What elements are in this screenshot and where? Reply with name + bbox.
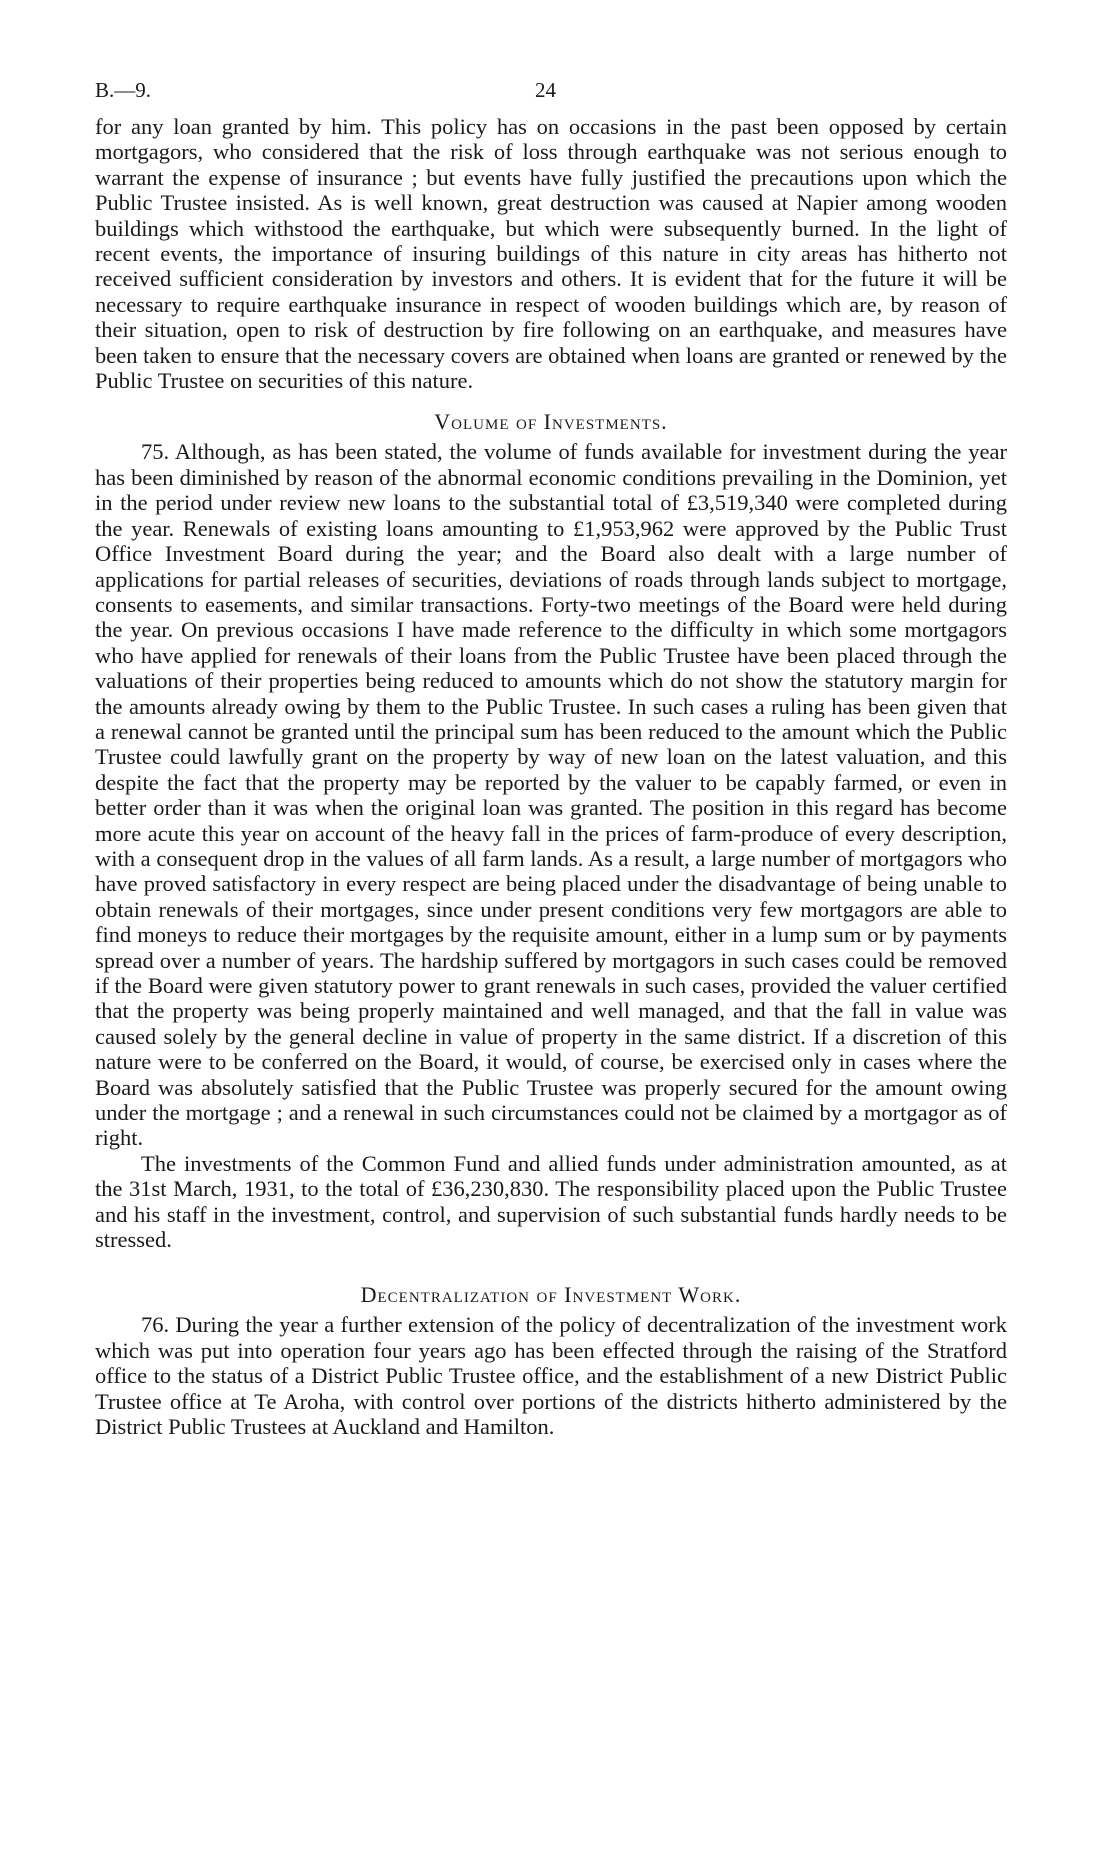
paragraph-76: 76. During the year a further extension of the policy of decentralization of the investment work which was put into operation four years ago has been effected through the raising of the Stratford office to the status of a District Public Trustee office, and the establishment of a new District Public Trustee office at Te Aroha, with control over portions of the districts hitherto administered by the District Public Trustees at Auckland and Hamilton. (95, 1312, 1007, 1440)
paragraph-common-fund: The investments of the Common Fund and allied funds under administration amounted, as at the 31st March, 1931, to the total of £36,230,830. The responsibility placed upon the Public Trustee and his staff in the investment, control, and supervision of such substantial funds hardly needs to be stressed. (95, 1150, 1007, 1253)
page-header (95, 78, 1007, 114)
page-number: 24 (535, 78, 556, 102)
document-page (95, 78, 1007, 1440)
section-heading-volume-of-investments: Volume of Investments. (434, 409, 668, 435)
section-heading-decentralization: Decentralization of Investment Work. (360, 1282, 742, 1308)
paragraph-insurance-continued: for any loan granted by him. This policy has on occasions in the past been opposed by certain mortgagors, who considered that the risk of loss through earthquake was not serious enough to warrant the expense of insurance ; but events have fully justified the precautions upon which the Public Trustee insisted. As is well known, great destruction was caused at Napier among wooden buildings which withstood the earthquake, but which were subsequently burned. In the light of recent events, the importance of insuring buildings of this nature in city areas has hitherto not received sufficient consideration by investors and others. It is evident that for the future it will be necessary to require earthquake insurance in respect of wooden buildings which are, by reason of their situation, open to risk of destruction by fire following on an earthquake, and measures have been taken to ensure that the necessary covers are obtained when loans are granted or renewed by the Public Trustee on securities of this nature. (95, 114, 1007, 394)
paragraph-75: 75. Although, as has been stated, the volume of funds available for investment during the year has been diminished by reason of the abnormal economic conditions prevailing in the Dominion, yet in the period under review new loans to the substantial total of £3,519,340 were completed during the year. Renewals of existing loans amounting to £1,953,962 were approved by the Public Trust Office Investment Board during the year; and the Board also dealt with a large number of applications for partial releases of securities, deviations of roads through lands subject to mortgage, consents to easements, and similar transactions. Forty-two meetings of the Board were held during the year. On previous occasions I have made reference to the difficulty in which some mortgagors who have applied for renewals of their loans from the Public Trustee have been placed through the valuations of their properties being reduced to amounts which do not show the statutory margin for the amounts already owing by them to the Public Trustee. In such cases a ruling has been given that a renewal cannot be granted until the principal sum has been reduced to the amount which the Public Trustee could lawfully grant on the property by way of new loan on the latest valuation, and this despite the fact that the property may be reported by the valuer to be capably farmed, or even in better order than it was when the original loan was granted. The position in this regard has become more acute this year on account of the heavy fall in the prices of farm-produce of every description, with a consequent drop in the values of all farm lands. As a result, a large number of mortgagors who have proved satisfactory in every respect are being placed under the disadvantage of being unable to obtain renewals of their mortgages, since under present conditions very few mortgagors are able to find moneys to reduce their mortgages by the requisite amount, either in a lump sum or by payments spread over a number of years. The hardship suffered by mortgagors in such cases could be removed if the Board were given statutory power to grant renewals in such cases, provided the valuer certified that the property was being properly maintained and well managed, and that the fall in value was caused solely by the general decline in value of property in the same district. If a discretion of this nature were to be conferred on the Board, it would, of course, be exercised only in cases where the Board was absolutely satisfied that the Public Trustee was properly secured for the amount owing under the mortgage ; and a renewal in such circumstances could not be claimed by a mortgagor as of right. (95, 439, 1007, 1151)
document-reference: B.—9. (95, 78, 152, 102)
